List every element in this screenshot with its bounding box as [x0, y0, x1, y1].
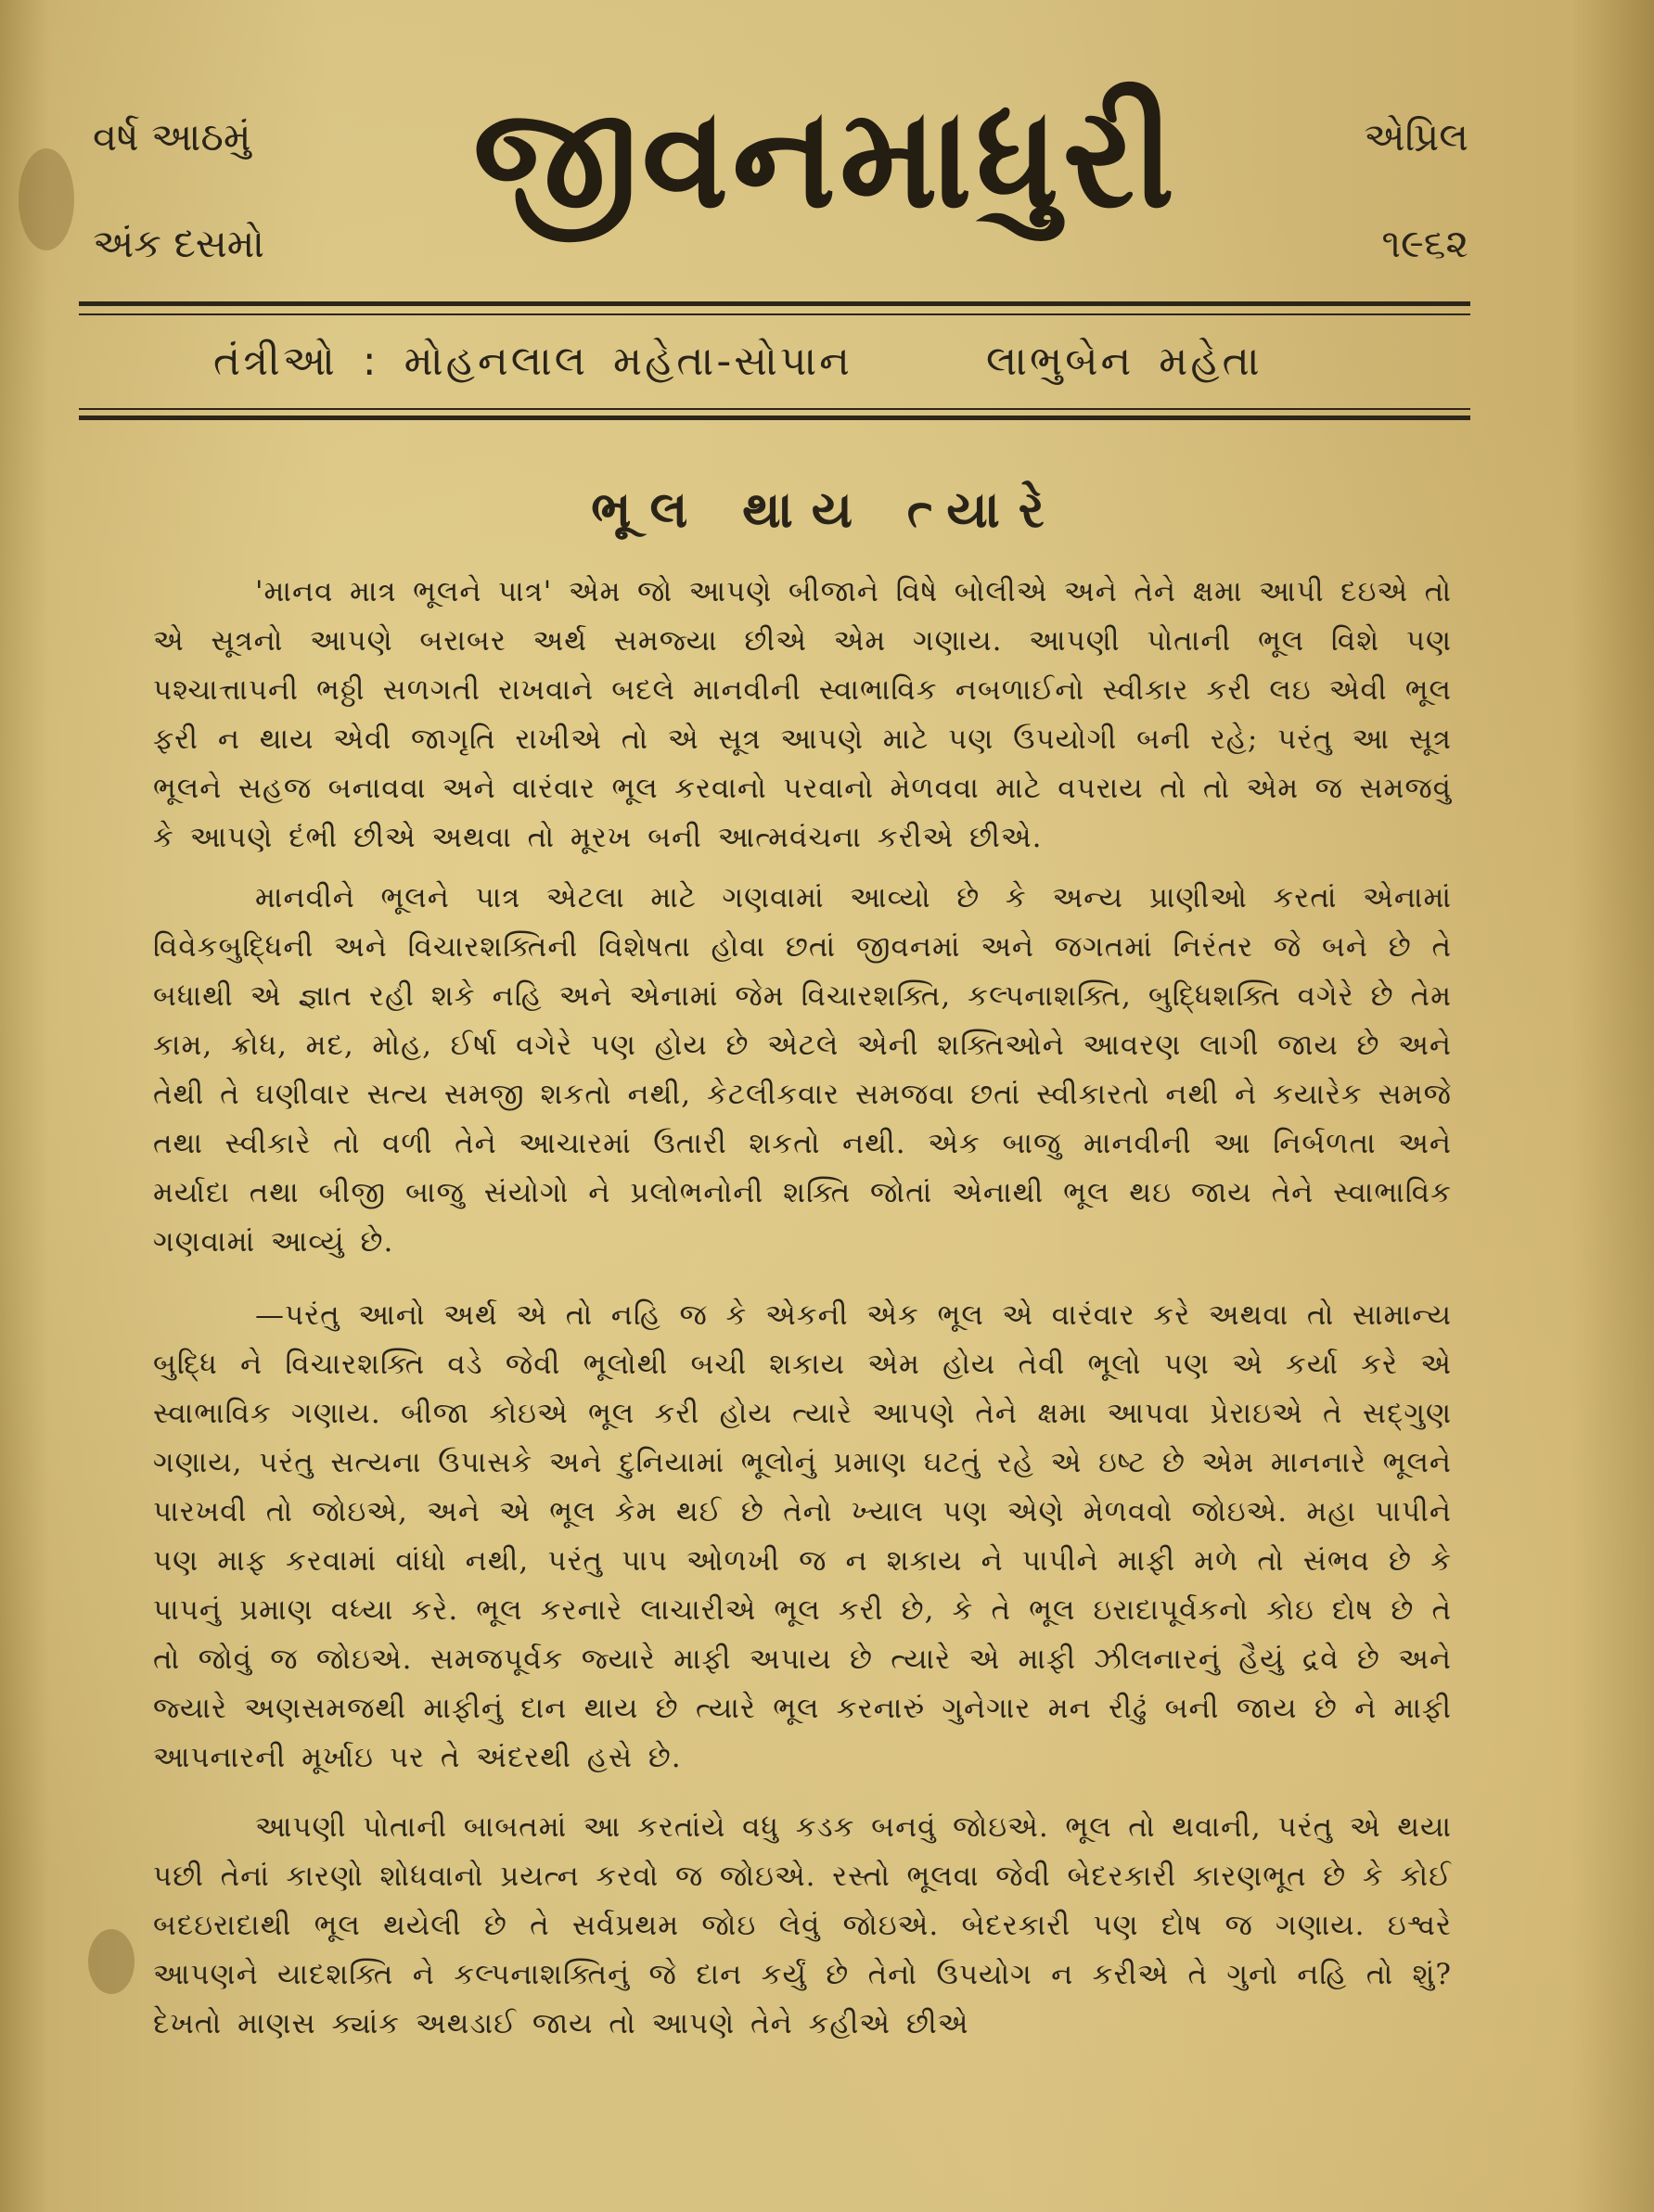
article-paragraph: માનવીને ભૂલને પાત્ર એટલા માટે ગણવામાં આવ્યો છે કે અન્ય પ્રાણીઓ કરતાં એનામાં વિવેકબુદ્ધિની અને વિચારશક્તિની વિશેષતા હોવા છતાં જીવનમાં અને જગતમાં નિરંતર જે બને છે તે બધાથી એ જ્ઞાત રહી શકે નહિ અને એનામાં જેમ વિચારશક્તિ, કલ્પનાશક્તિ, બુદ્ધિશક્તિ વગેરે છે તેમ કામ, ક્રોધ, મદ, મોહ, ઈર્ષા વગેરે પણ હોય છે એટલે એની શક્તિઓને આવરણ લાગી જાય છે અને તેથી તે ઘણીવાર સત્ય સમજી શકતો નથી, કેટલીકવાર સમજવા છતાં સ્વીકારતો નથી ને કયારેક સમજે તથા સ્વીકારે તો વળી તેને આચારમાં ઉતારી શકતો નથી. એક બાજુ માનવીની આ નિર્બળતા અને મર્યાદા તથા બીજી બાજુ સંયોગો ને પ્રલોભનોની શક્તિ જોતાં એનાથી ભૂલ થઇ જાય તેને સ્વાભાવિક ગણવામાં આવ્યું છે. [153, 881, 1452, 1259]
paper-stain [19, 148, 74, 250]
article-paragraph: 'માનવ માત્ર ભૂલને પાત્ર' એમ જો આપણે બીજાને વિષે બોલીએ અને તેને ક્ષમા આપી દઇએ તો એ સૂત્રનો આપણે બરાબર અર્થ સમજ્યા છીએ એમ ગણાય. આપણી પોતાની ભૂલ વિશે પણ પશ્ચાત્તાપની ભઠ્ઠી સળગતી રાખવાને બદલે માનવીની સ્વાભાવિક નબળાઈનો સ્વીકાર કરી લઇ એવી ભૂલ ફરી ન થાય એવી જાગૃતિ રાખીએ તો એ સૂત્ર આપણે માટે પણ ઉપયોગી બની રહે; પરંતુ આ સૂત્ર ભૂલને સહજ બનાવવા અને વારંવાર ભૂલ કરવાનો પરવાનો મેળવવા માટે વપરાય તો તો એમ જ સમજવું કે આપણે દંભી છીએ અથવા તો મૂરખ બની આત્મવંચના કરીએ છીએ. [153, 575, 1452, 854]
issue-number-label: અંક દસમો [93, 221, 264, 266]
article-paragraph: —પરંતુ આનો અર્થ એ તો નહિ જ કે એકની એક ભૂલ એ વારંવાર કરે અથવા તો સામાન્ય બુદ્ધિ ને વિચારશક્તિ વડે જેવી ભૂલોથી બચી શકાય એમ હોય તેવી ભૂલો પણ એ કર્યા કરે એ સ્વાભાવિક ગણાય. બીજા કોઇએ ભૂલ કરી હોય ત્યારે આપણે તેને ક્ષમા આપવા પ્રેરાઇએ તે સદ્ગુણ ગણાય, પરંતુ સત્યના ઉપાસકે અને દુનિયામાં ભૂલોનું પ્રમાણ ઘટતું રહે એ ઇષ્ટ છે એમ માનનારે ભૂલને પારખવી તો જોઇએ, અને એ ભૂલ કેમ થઈ છે તેનો ખ્યાલ પણ એણે મેળવવો જોઇએ. મહા પાપીને પણ માફ કરવામાં વાંધો નથી, પરંતુ પાપ ઓળખી જ ન શકાય ને પાપીને માફી મળે તો સંભવ છે કે પાપનું પ્રમાણ વધ્યા કરે. ભૂલ કરનારે લાચારીએ ભૂલ કરી છે, કે તે ભૂલ ઇરાદાપૂર્વકનો કોઇ દોષ છે તે તો જોવું જ જોઇએ. સમજપૂર્વક જ્યારે માફી અપાય છે ત્યારે એ માફી ઝીલનારનું હૈયું દ્રવે છે અને જ્યારે અણસમજથી માફીનું દાન થાય છે ત્યારે ભૂલ કરનારું ગુનેગાર મન રીઢું બની જાય છે ને માફી આપનારની મૂર્ખાઇ પર તે અંદરથી હસે છે. [153, 1298, 1452, 1774]
divider-rule [79, 313, 1470, 315]
article-body [153, 568, 1452, 2060]
paper-stain [88, 1929, 135, 1994]
volume-label: વર્ષ આઠમું [93, 114, 251, 160]
article-title: ભૂલ થાય ત્યારે [591, 480, 1063, 539]
issue-date [1364, 83, 1468, 297]
divider-rule [79, 416, 1470, 420]
article-paragraph: આપણી પોતાની બાબતમાં આ કરતાંયે વધુ કડક બનવું જોઇએ. ભૂલ તો થવાની, પરંતુ એ થયા પછી તેનાં કારણો શોધવાનો પ્રયત્ન કરવો જ જોઇએ. રસ્તો ભૂલવા જેવી બેદરકારી કારણભૂત છે કે કોઈ બદઇરાદાથી ભૂલ થયેલી છે તે સર્વપ્રથમ જોઇ લેવું જોઇએ. બેદરકારી પણ દોષ જ ગણાય. ઇશ્વરે આપણને યાદશક્તિ ને કલ્પનાશક્તિનું જે દાન કર્યું છે તેનો ઉપયોગ ન કરીએ તે ગુનો નહિ તો શું? દેખતો માણસ ક્યાંક અથડાઈ જાય તો આપણે તેને કહીએ છીએ [153, 1810, 1452, 2040]
editor-name: લાભુબેન મહેતા [985, 338, 1263, 385]
masthead-title: જીવનમાધુરી [472, 76, 1179, 239]
divider-rule [79, 408, 1470, 410]
divider-rule [79, 301, 1470, 306]
editors-label: તંત્રીઓ : [213, 338, 379, 385]
editors-line [213, 325, 1263, 399]
month-label: એપ્રિલ [1364, 114, 1468, 160]
year-label: ૧૯૬૨ [1381, 221, 1468, 266]
editor-name: મોહનલાલ મહેતા-સોપાન [404, 338, 853, 385]
issue-info [93, 83, 264, 297]
